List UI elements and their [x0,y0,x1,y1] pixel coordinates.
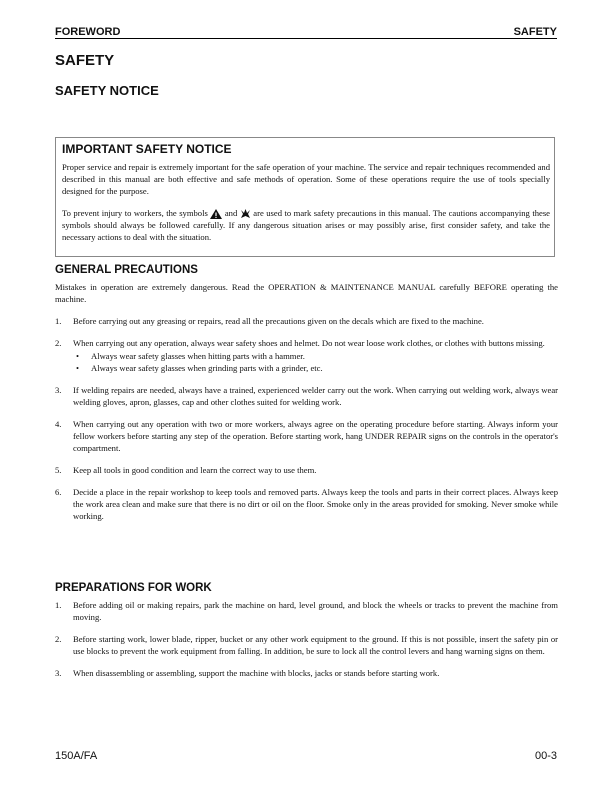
preparations-section [55,582,558,689]
important-safety-notice-box [55,137,555,257]
notice-heading: IMPORTANT SAFETY NOTICE [62,142,232,156]
running-footer [55,750,557,762]
list-item [55,633,558,657]
caution-burst-icon [240,209,251,219]
model-number: 150A/FA [55,750,98,762]
list-item [55,464,558,476]
list-item [55,667,558,679]
item-number: 3. [55,668,62,678]
list-item [55,384,558,408]
general-precautions-section [55,264,558,532]
bullet-item [73,362,558,374]
notice-paragraph-2 [62,207,550,243]
bullet-text: Always wear safety glasses when grinding parts with a grinder, etc. [91,363,323,373]
item-number: 3. [55,385,62,395]
item-text: Before starting work, lower blade, ripper, bucket or any other work equipment to the ground. If this is not possible, insert the safety pin or use blocks to prevent the work equipment from falling. In addition, be sure to lock all the control levers and hang warning signs on them. [73,634,558,656]
running-header [55,26,557,39]
header-section: FOREWORD [55,26,121,38]
item-text: When carrying out any operation with two or more workers, always agree on the operating procedure before starting. Always inform your fellow workers before starting any step of the operation. Before starting work, hang UNDER REPAIR signs on the controls in the operator's compartment. [73,419,558,453]
preparations-heading: PREPARATIONS FOR WORK [55,582,212,594]
notice-text: and [224,208,238,218]
general-precautions-heading: GENERAL PRECAUTIONS [55,264,198,276]
list-item [55,418,558,454]
item-number: 1. [55,316,62,326]
header-topic: SAFETY [513,26,557,38]
item-text: When disassembling or assembling, support the machine with blocks, jacks or stands before starting work. [73,668,440,678]
notice-text: are used to mark safety precautions in this manual. The cautions accompanying these symbols should always be followed carefully. If any dangerous situation arises or may possibly arise, first consider safety, and take the necessary actions to deal with the situation. [62,208,551,243]
item-text: Decide a place in the repair workshop to keep tools and removed parts. Always keep the tools and parts in their correct places. Always keep the work area clean and make sure that there is no dirt or oil on the floor. Smoke only in the areas provided for smoking. Never smoke while working. [73,487,558,521]
item-text: When carrying out any operation, always wear safety shoes and helmet. Do not wear loose work clothes, or clothes with buttons missing. [73,338,545,348]
item-number: 1. [55,600,62,610]
section-title: SAFETY NOTICE [55,83,159,98]
item-text: If welding repairs are needed, always have a trained, experienced welder carry out the work. When carrying out welding work, always wear welding gloves, apron, glasses, cap and other clothes suited for welding work. [73,385,558,407]
bullet-text: Always wear safety glasses when hitting parts with a hammer. [91,351,305,361]
warning-triangle-icon [210,209,222,219]
item-number: 5. [55,465,62,475]
list-item [55,315,558,327]
general-precautions-list [55,315,558,522]
bullet-icon: • [76,351,80,361]
list-item [55,486,558,522]
notice-text: To prevent injury to workers, the symbols [62,208,208,218]
item-number: 6. [55,487,62,497]
general-intro: Mistakes in operation are extremely dangerous. Read the OPERATION & MAINTENANCE MANUAL carefully BEFORE operating the machine. [55,282,558,304]
item-text: Before carrying out any greasing or repairs, read all the precautions given on the decals which are fixed to the machine. [73,316,484,326]
item-number: 2. [55,338,62,348]
notice-paragraph-1: Proper service and repair is extremely important for the safe operation of your machine. The service and repair techniques recommended and described in this manual are both effective and safe methods of operation. Some of these operations require the use of tools specially designed for the purpose. [62,162,550,196]
list-item [55,337,558,374]
page-number: 00-3 [534,750,557,762]
list-item [55,599,558,623]
preparations-list [55,599,558,679]
bullet-icon: • [76,363,80,373]
item-number: 4. [55,419,62,429]
item-text: Before adding oil or making repairs, park the machine on hard, level ground, and block the wheels or tracks to prevent the machine from moving. [73,600,558,622]
item-text: Keep all tools in good condition and learn the correct way to use them. [73,465,317,475]
item-number: 2. [55,634,62,644]
bullet-item [73,350,558,362]
bullet-list [73,350,558,374]
page-title: SAFETY [55,52,115,69]
